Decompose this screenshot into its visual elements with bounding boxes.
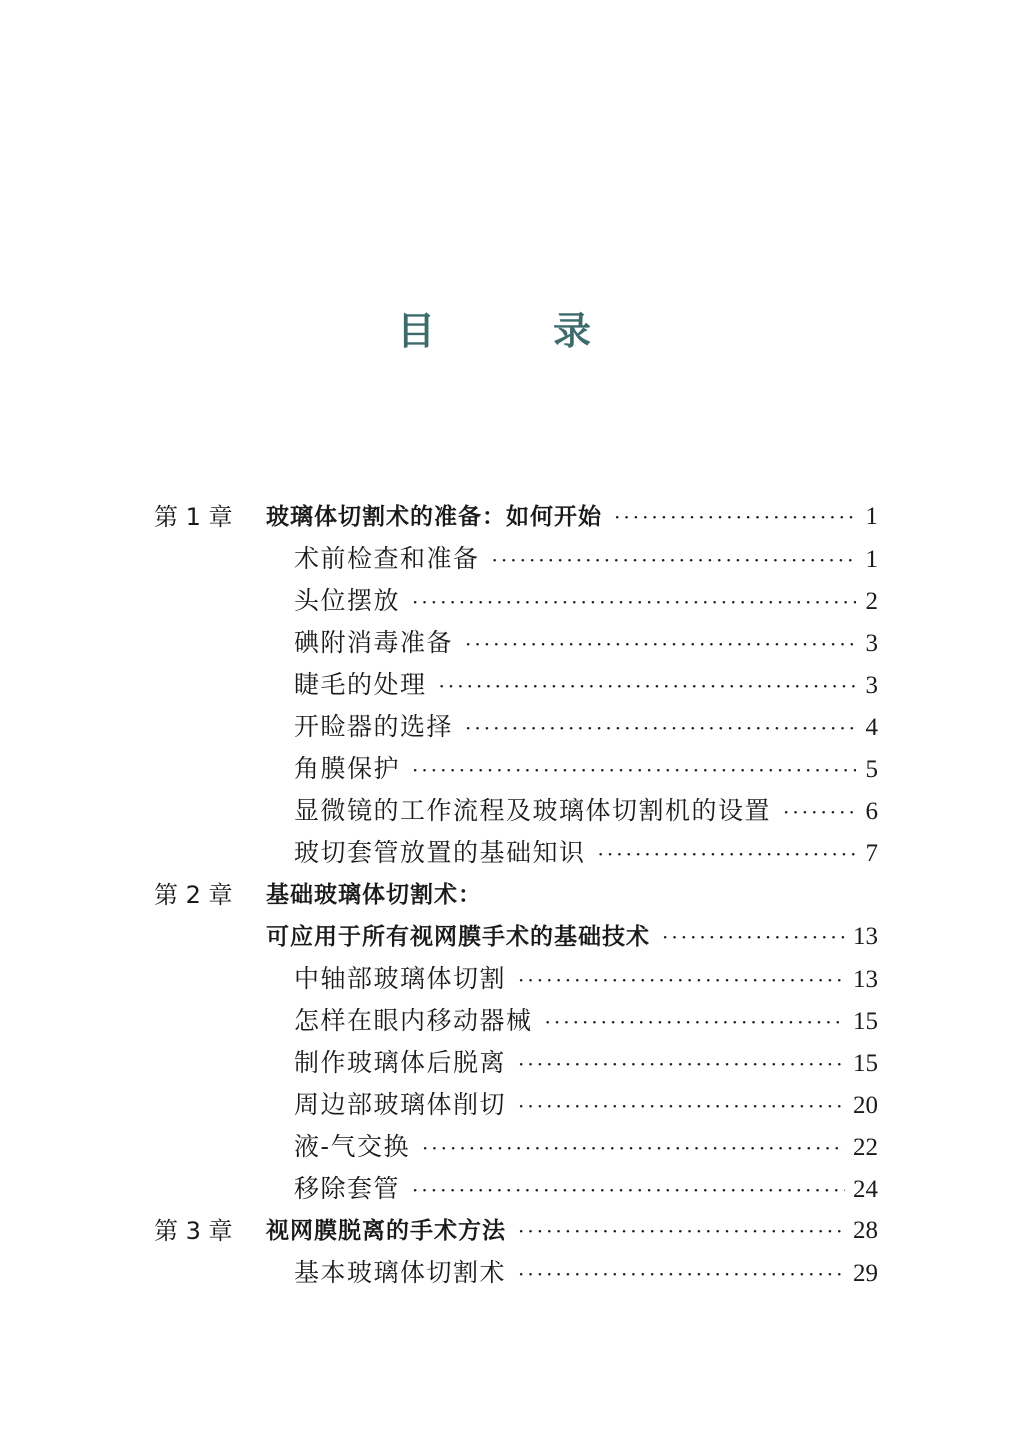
toc-row[interactable]	[154, 1042, 878, 1084]
page-number: 1	[865, 546, 878, 573]
entry-title: 视网膜脱离的手术方法	[266, 1218, 506, 1244]
page-number: 24	[853, 1176, 878, 1203]
page-number: 29	[853, 1260, 878, 1287]
dot-leader	[412, 581, 856, 623]
entry-title: 怎样在眼内移动器械	[294, 1006, 533, 1035]
chapter-label: 第 2 章	[154, 881, 233, 909]
toc-row[interactable]	[154, 1252, 878, 1294]
dot-leader	[518, 1085, 845, 1127]
toc-row[interactable]	[154, 916, 878, 958]
dot-leader	[422, 1127, 845, 1169]
page-number: 3	[865, 672, 878, 699]
entry-title: 中轴部玻璃体切割	[294, 964, 507, 993]
toc-row[interactable]	[154, 496, 878, 538]
toc-row[interactable]	[154, 1210, 878, 1252]
dot-leader	[598, 833, 856, 875]
page-number: 6	[865, 798, 878, 825]
entry-title: 术前检查和准备	[294, 544, 480, 573]
page-number: 28	[853, 1217, 878, 1244]
page-number: 15	[853, 1008, 878, 1035]
toc-row[interactable]	[154, 958, 878, 1000]
dot-leader	[465, 707, 856, 749]
toc-row[interactable]	[154, 622, 878, 664]
dot-leader	[518, 1043, 845, 1085]
page-number: 3	[865, 630, 878, 657]
dot-leader	[783, 791, 856, 833]
entry-title: 睫毛的处理	[294, 670, 427, 699]
toc-row[interactable]	[154, 580, 878, 622]
dot-leader	[518, 1210, 845, 1252]
page-number: 22	[853, 1134, 878, 1161]
toc-row[interactable]	[154, 1126, 878, 1168]
page-number: 2	[865, 588, 878, 615]
dot-leader	[518, 959, 845, 1001]
entry-title: 玻切套管放置的基础知识	[294, 838, 586, 867]
toc-row[interactable]	[154, 664, 878, 706]
page-number: 15	[853, 1050, 878, 1077]
dot-leader	[412, 1169, 845, 1211]
dot-leader	[465, 623, 856, 665]
entry-title: 显微镜的工作流程及玻璃体切割机的设置	[294, 796, 772, 825]
entry-title: 周边部玻璃体削切	[294, 1090, 507, 1119]
toc-row[interactable]	[154, 538, 878, 580]
entry-title: 可应用于所有视网膜手术的基础技术	[266, 924, 650, 950]
entry-title: 移除套管	[294, 1174, 401, 1203]
entry-title: 角膜保护	[294, 754, 401, 783]
entry-title: 基础玻璃体切割术：	[266, 882, 482, 908]
entry-title: 基本玻璃体切割术	[294, 1258, 507, 1287]
toc-row[interactable]	[154, 1000, 878, 1042]
entry-title: 头位摆放	[294, 586, 401, 615]
dot-leader	[518, 1253, 845, 1295]
page-number: 5	[865, 756, 878, 783]
entry-title: 制作玻璃体后脱离	[294, 1048, 507, 1077]
toc-row[interactable]	[154, 874, 878, 916]
page-title: 目 录	[396, 309, 631, 353]
dot-leader	[614, 496, 856, 538]
toc-row[interactable]	[154, 1168, 878, 1210]
dot-leader	[545, 1001, 845, 1043]
dot-leader	[439, 665, 856, 707]
entry-title: 液-气交换	[294, 1132, 410, 1161]
dot-leader	[492, 539, 856, 581]
page-number: 4	[865, 714, 878, 741]
toc-row[interactable]	[154, 748, 878, 790]
entry-title: 碘附消毒准备	[294, 628, 454, 657]
toc-row[interactable]	[154, 1084, 878, 1126]
page-number: 20	[853, 1092, 878, 1119]
table-of-contents	[154, 496, 878, 1294]
dot-leader	[412, 749, 856, 791]
page-number: 1	[865, 503, 878, 530]
page-number: 13	[853, 966, 878, 993]
page-number: 7	[865, 840, 878, 867]
dot-leader	[662, 916, 845, 958]
entry-title: 开睑器的选择	[294, 712, 454, 741]
toc-row[interactable]	[154, 832, 878, 874]
toc-row[interactable]	[154, 706, 878, 748]
page-number: 13	[853, 923, 878, 950]
toc-row[interactable]	[154, 790, 878, 832]
chapter-label: 第 3 章	[154, 1217, 233, 1245]
entry-title: 玻璃体切割术的准备：如何开始	[266, 504, 602, 530]
chapter-label: 第 1 章	[154, 503, 233, 531]
